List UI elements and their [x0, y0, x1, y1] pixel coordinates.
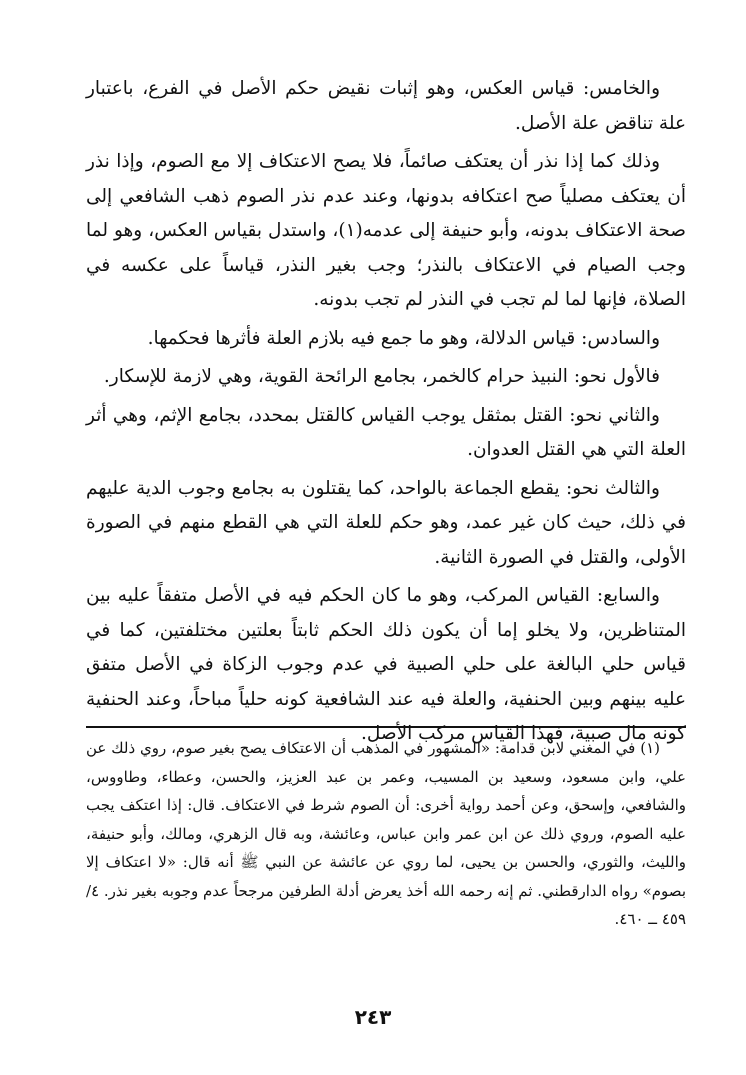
paragraph-fifth-analogy: والخامس: قياس العكس، وهو إثبات نقيض حكم الأصل في الفرع، باعتبار علة تناقض علة الأصل. [86, 78, 686, 134]
footnote-text: (١) في المغني لابن قدامة: «المشهور في المذهب أن الاعتكاف يصح بغير صوم، روي ذلك عن علي، وابن مسعود، وسعيد بن المسيب، وعمر بن عبد العزيز، والحسن، وعطاء، وطاووس، والشافعي، وإسحق، وعن أحمد رواية أخرى: أن الصوم شرط في الاعتكاف. قال: إذا اعتكف يجب عليه الصوم، وروي ذلك عن ابن عمر وابن عباس، وعائشة، وبه قال الزهري، ومالك، وأبو حنيفة، والليث، والثوري، والحسن بن يحيى، لما روي عن عائشة عن النبي ﷺ أنه قال: «لا اعتكاف إلا بصوم» رواه الدارقطني. ثم إنه رحمه الله أخذ يعرض أدلة الطرفين مرجحاً عدم وجوبه بغير نذر. ٤/ ٤٥٩ ــ ٤٦٠. [86, 739, 686, 928]
footnote-divider [86, 726, 686, 728]
paragraph-itikaf-example: وذلك كما إذا نذر أن يعتكف صائماً، فلا يصح الاعتكاف إلا مع الصوم، وإذا نذر أن يعتكف مصلياً صح اعتكافه بدونها، وعند عدم نذر الصوم ذهب الشافعي إلى صحة الاعتكاف بدونه، وأبو حنيفة إلى عدمه(١)، واستدل بقياس العكس، وهو لما وجب الصيام في الاعتكاف بالنذر؛ وجب بغير النذر، قياساً على عكسه في الصلاة، فإنها لما لم تجب في النذر لم تجب بدونه. [86, 151, 686, 310]
main-text [86, 72, 686, 756]
paragraph-sixth-analogy: والسادس: قياس الدلالة، وهو ما جمع فيه بلازم العلة فأثرها فحكمها. [147, 327, 660, 349]
paragraph-second-example: والثاني نحو: القتل بمثقل يوجب القياس كالقتل بمحدد، بجامع الإثم، وهي أثر العلة التي هي القتل العدوان. [86, 404, 686, 460]
paragraph-third-example: والثالث نحو: يقطع الجماعة بالواحد، كما يقتلون به بجامع وجوب الدية عليهم في ذلك، حيث كان غير عمد، وهو حكم للعلة التي هي القطع منهم في الصورة الأولى، والقتل في الصورة الثانية. [86, 477, 686, 568]
page-number: ٢٤٣ [354, 1005, 392, 1029]
footnote [86, 734, 686, 934]
paragraph-first-example: فالأول نحو: النبيذ حرام كالخمر، بجامع الرائحة القوية، وهي لازمة للإسكار. [103, 366, 660, 387]
paragraph-seventh-analogy: والسابع: القياس المركب، وهو ما كان الحكم فيه في الأصل متفقاً عليه بين المتناظرين، ولا يخلو إما أن يكون ذلك الحكم ثابتاً بعلتين مختلفتين، كما في قياس حلي البالغة على حلي الصبية في عدم وجوب الزكاة في الأصل متفق عليه بينهم وبين الحنفية، والعلة فيه عند الشافعية كونه حلياً مباحاً، وعند الحنفية كونه مال صبية، فهذا القياس مركب الأصل. [86, 585, 686, 744]
